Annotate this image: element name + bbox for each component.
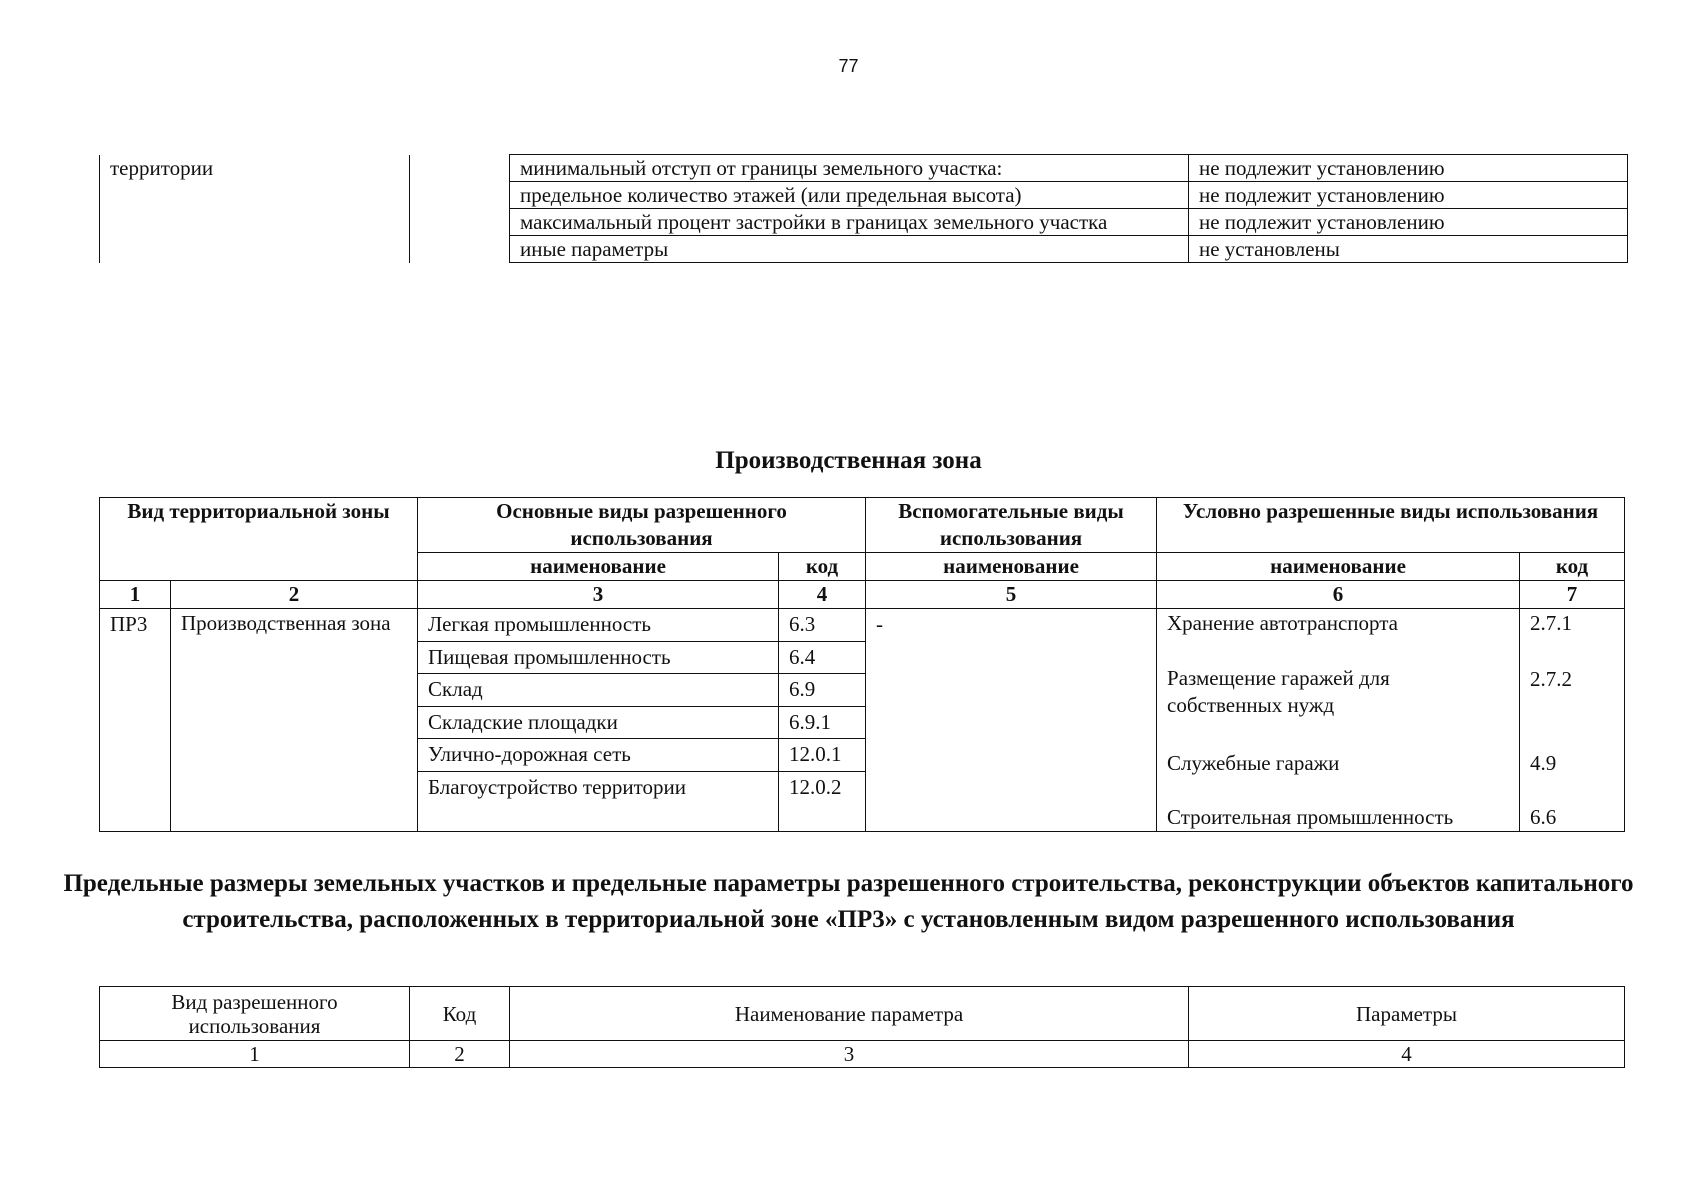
cond-use-name: Хранение автотранспорта bbox=[1167, 611, 1398, 635]
zone-code: ПР3 bbox=[100, 609, 171, 832]
zone-name: Производственная зона bbox=[171, 609, 418, 832]
header-name: наименование bbox=[418, 553, 779, 581]
column-number: 6 bbox=[1157, 581, 1520, 609]
main-use-name: Благоустройство территории bbox=[418, 772, 779, 832]
column-number: 4 bbox=[779, 581, 866, 609]
column-number: 2 bbox=[410, 1041, 510, 1068]
continuation-table bbox=[99, 154, 1628, 263]
header-name: наименование bbox=[866, 553, 1157, 581]
header-main-uses: Основные виды разрешенного использования bbox=[418, 498, 866, 553]
main-use-name: Легкая промышленность bbox=[418, 609, 779, 642]
params-table bbox=[99, 986, 1625, 1068]
column-number: 4 bbox=[1189, 1041, 1625, 1068]
param-value: не подлежит установлению bbox=[1189, 155, 1628, 182]
cond-uses-names bbox=[1157, 609, 1520, 832]
cond-use-name: Размещение гаражей для собственных нужд bbox=[1167, 666, 1390, 717]
main-use-code: 12.0.1 bbox=[779, 739, 866, 772]
header-code: код bbox=[779, 553, 866, 581]
column-number: 1 bbox=[100, 581, 171, 609]
cond-use-code: 6.6 bbox=[1530, 805, 1557, 829]
main-use-name: Складские площадки bbox=[418, 706, 779, 739]
section-title: Производственная зона bbox=[715, 447, 982, 474]
cond-use-name: Служебные гаражи bbox=[1167, 751, 1340, 775]
cond-use-name: Строительная промышленность bbox=[1167, 805, 1454, 829]
zone-table bbox=[99, 497, 1625, 832]
main-use-code: 12.0.2 bbox=[779, 772, 866, 832]
main-use-name: Улично-дорожная сеть bbox=[418, 739, 779, 772]
header-code: Код bbox=[410, 987, 510, 1041]
cond-use-code: 2.7.1 bbox=[1530, 611, 1573, 635]
header-cond-uses: Условно разрешенные виды использования bbox=[1157, 498, 1625, 553]
zone-cell: территории bbox=[100, 155, 410, 263]
cond-use-code: 4.9 bbox=[1530, 751, 1557, 775]
main-use-name: Склад bbox=[418, 674, 779, 707]
header-code: код bbox=[1520, 553, 1625, 581]
header-use-type: Вид разрешенного использования bbox=[100, 987, 410, 1041]
param-name: иные параметры bbox=[510, 236, 1189, 263]
cond-use-code: 2.7.2 bbox=[1530, 667, 1573, 691]
param-value: не подлежит установлению bbox=[1189, 182, 1628, 209]
param-name: максимальный процент застройки в границах земельного участка bbox=[510, 209, 1189, 236]
param-name: минимальный отступ от границы земельного участка: bbox=[510, 155, 1189, 182]
param-value: не установлены bbox=[1189, 236, 1628, 263]
column-number: 2 bbox=[171, 581, 418, 609]
page-number: 77 bbox=[838, 56, 859, 76]
main-use-code: 6.9 bbox=[779, 674, 866, 707]
main-use-name: Пищевая промышленность bbox=[418, 641, 779, 674]
cond-uses-codes bbox=[1520, 609, 1625, 832]
header-name: наименование bbox=[1157, 553, 1520, 581]
main-use-code: 6.9.1 bbox=[779, 706, 866, 739]
header-zone-type: Вид территориальной зоны bbox=[100, 498, 418, 581]
main-use-code: 6.3 bbox=[779, 609, 866, 642]
empty-cell bbox=[410, 155, 510, 263]
header-aux-uses: Вспомогательные виды использования bbox=[866, 498, 1157, 553]
main-use-code: 6.4 bbox=[779, 641, 866, 674]
param-name: предельное количество этажей (или предельная высота) bbox=[510, 182, 1189, 209]
column-number: 3 bbox=[418, 581, 779, 609]
param-value: не подлежит установлению bbox=[1189, 209, 1628, 236]
header-params: Параметры bbox=[1189, 987, 1625, 1041]
column-number: 3 bbox=[510, 1041, 1189, 1068]
limits-heading: Предельные размеры земельных участков и предельные параметры разрешенного строительства, реконструкции объектов капитального строительства, расположенных в территориальной зоне «ПР3» с установленным видом разрешенного использования bbox=[63, 870, 1634, 933]
column-number: 1 bbox=[100, 1041, 410, 1068]
column-number: 7 bbox=[1520, 581, 1625, 609]
column-number: 5 bbox=[866, 581, 1157, 609]
header-param-name: Наименование параметра bbox=[510, 987, 1189, 1041]
aux-use-value: - bbox=[866, 609, 1157, 832]
